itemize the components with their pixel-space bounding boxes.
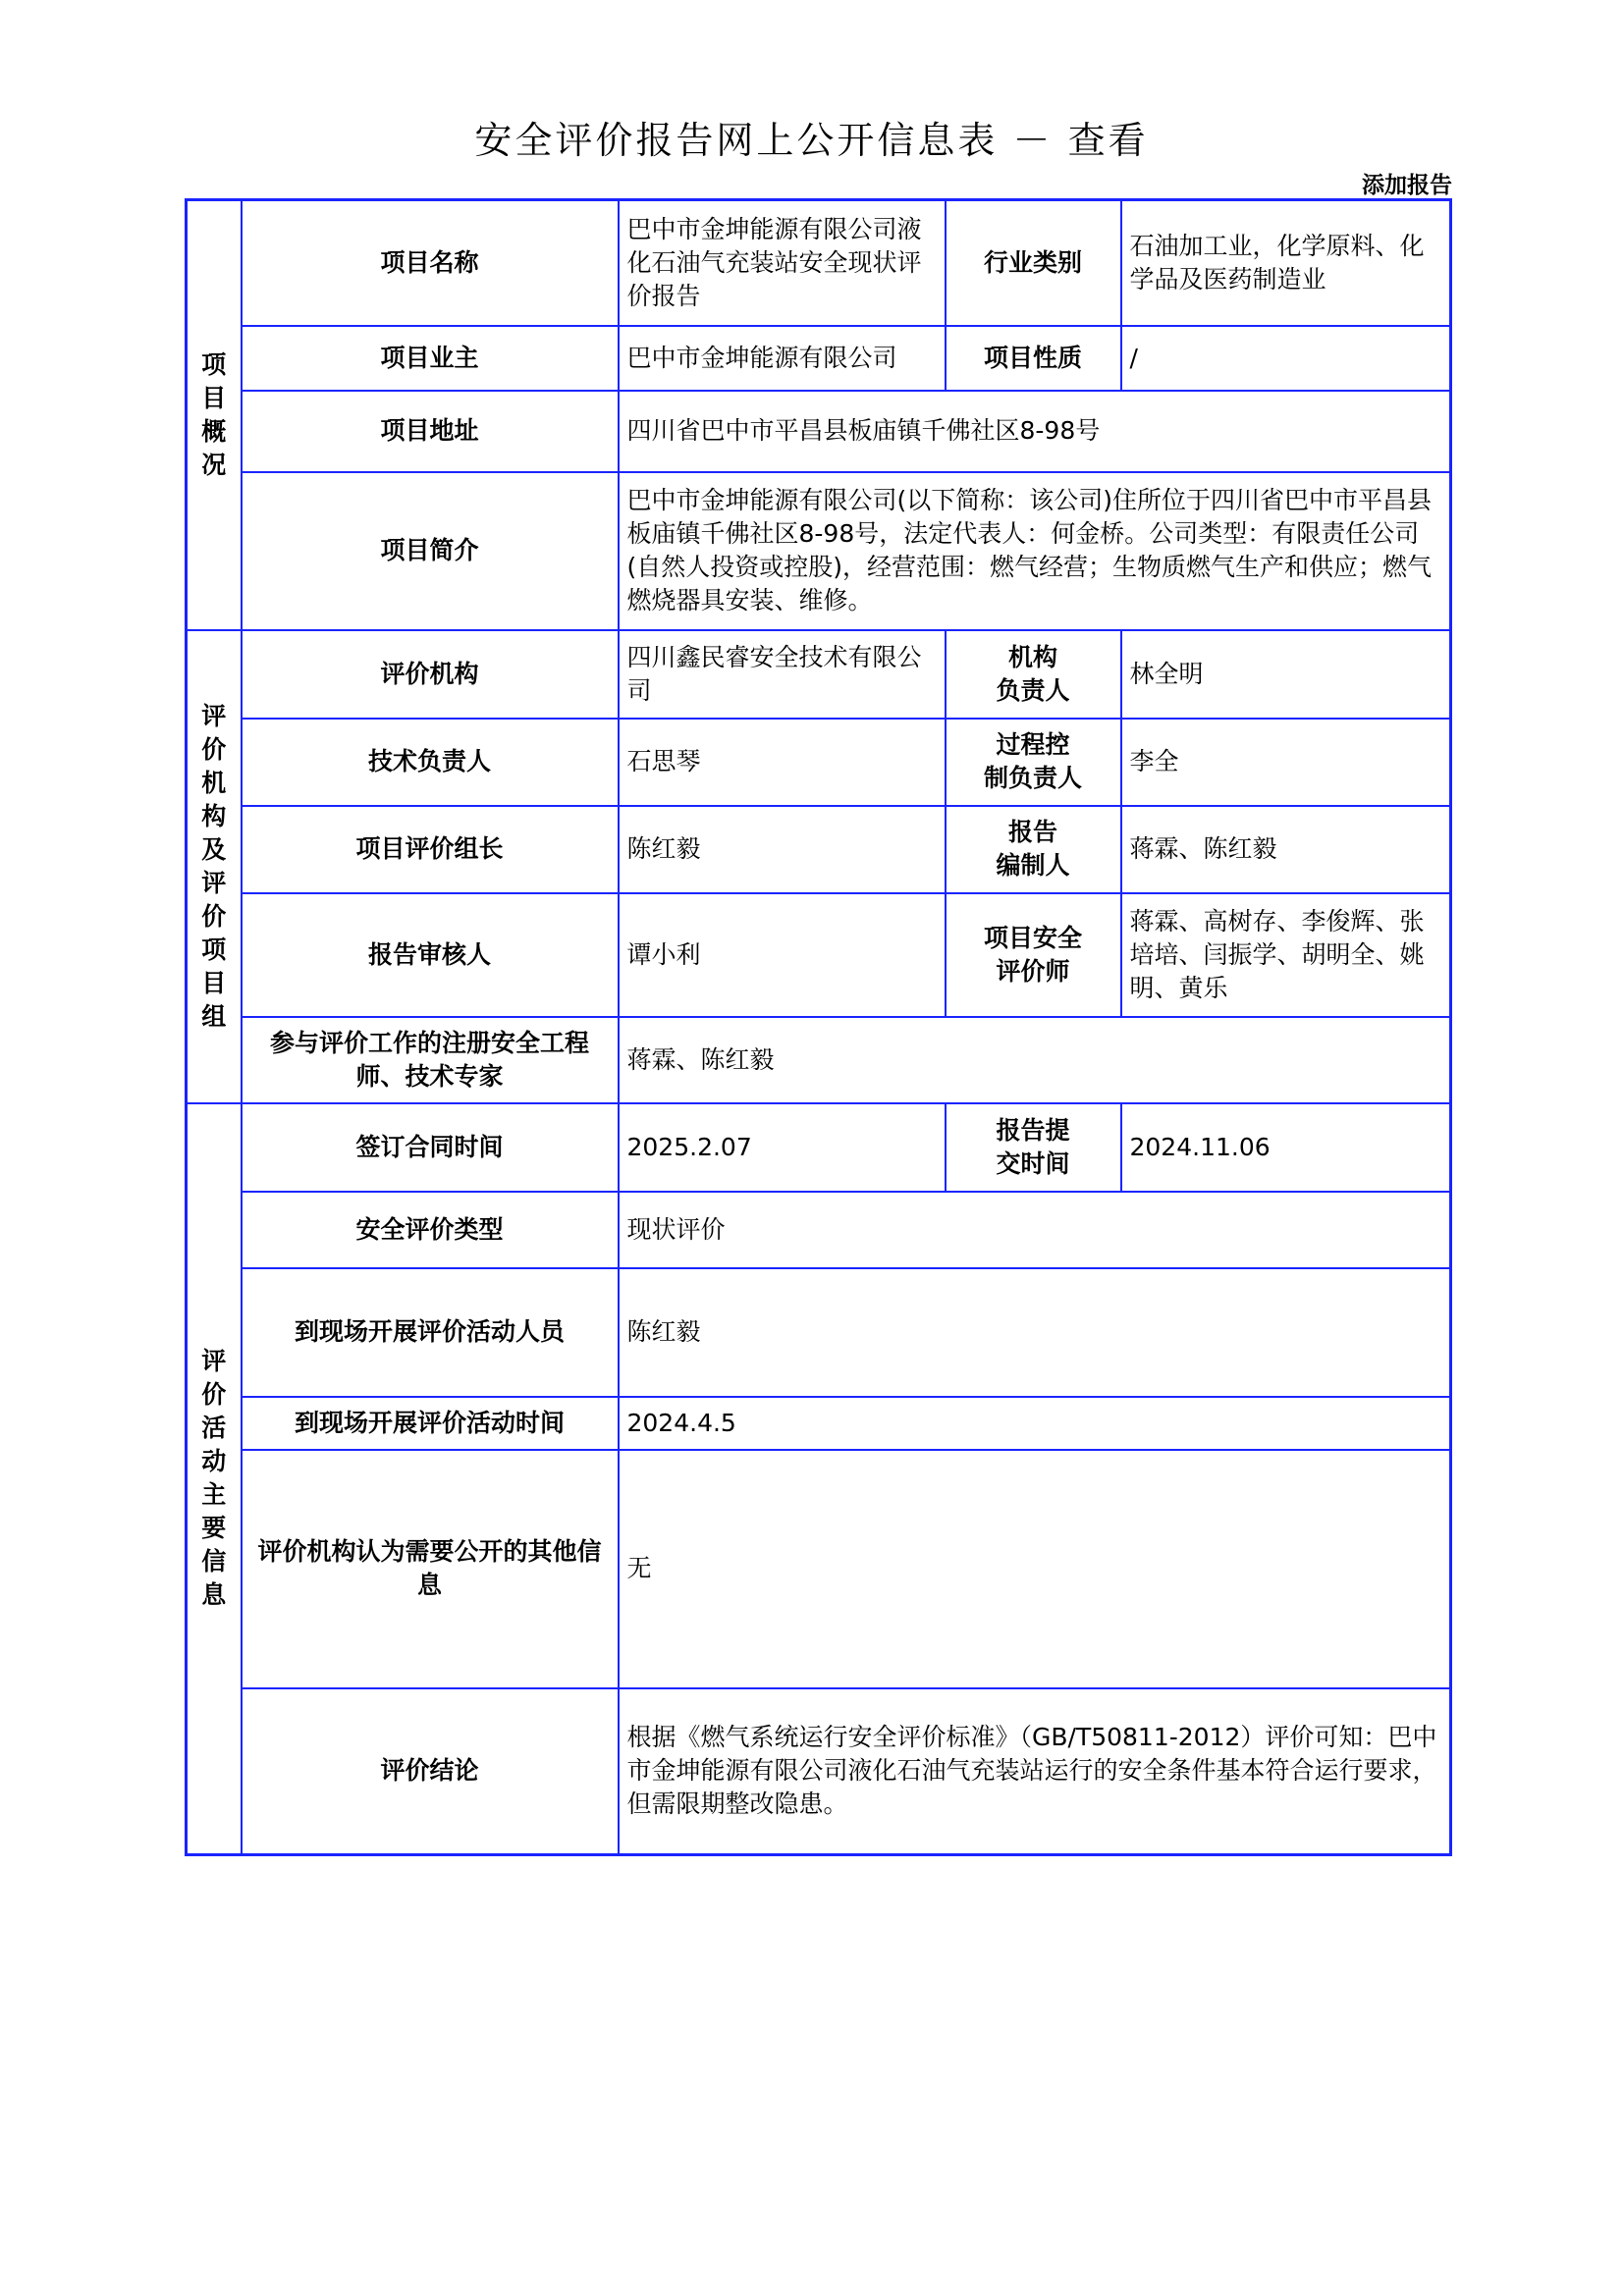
engineers-value: 蒋霖、陈红毅	[619, 1017, 1451, 1103]
other-info-label: 评价机构认为需要公开的其他信息	[242, 1450, 619, 1688]
tech-head-value: 石思琴	[619, 719, 946, 806]
conclusion-value: 根据《燃气系统运行安全评价标准》（GB/T50811-2012）评价可知：巴中市金坤能源有限公司液化石油气充装站运行的安全条件基本符合运行要求，但需限期整改隐患。	[619, 1688, 1451, 1855]
project-name-label: 项目名称	[242, 200, 619, 326]
engineers-label: 参与评价工作的注册安全工程师、技术专家	[242, 1017, 619, 1103]
address-value: 四川省巴中市平昌县板庙镇千佛社区8-98号	[619, 391, 1451, 472]
agency-head-value: 林全明	[1121, 630, 1451, 719]
agency-head-label: 机构 负责人	[946, 630, 1121, 719]
eval-type-value: 现状评价	[619, 1192, 1451, 1268]
team-leader-value: 陈红毅	[619, 806, 946, 893]
section-overview-label: 项 目 概 况	[187, 200, 242, 630]
industry-label: 行业类别	[946, 200, 1121, 326]
process-head-value: 李全	[1121, 719, 1451, 806]
project-name-value: 巴中市金坤能源有限公司液化石油气充装站安全现状评价报告	[619, 200, 946, 326]
team-leader-label: 项目评价组长	[242, 806, 619, 893]
reviewer-value: 谭小利	[619, 893, 946, 1017]
agency-value: 四川鑫民睿安全技术有限公司	[619, 630, 946, 719]
assessors-label: 项目安全 评价师	[946, 893, 1121, 1017]
site-staff-label: 到现场开展评价活动人员	[242, 1268, 619, 1397]
conclusion-label: 评价结论	[242, 1688, 619, 1855]
process-head-label: 过程控 制负责人	[946, 719, 1121, 806]
intro-value: 巴中市金坤能源有限公司(以下简称：该公司)住所位于四川省巴中市平昌县板庙镇千佛社区8-98号，法定代表人：何金桥。公司类型：有限责任公司(自然人投资或控股)，经营范围：燃气经营；生物质燃气生产和供应；燃气燃烧器具安装、维修。	[619, 472, 1451, 630]
contract-label: 签订合同时间	[242, 1103, 619, 1192]
page-title: 安全评价报告网上公开信息表 － 查看	[474, 119, 1149, 162]
address-label: 项目地址	[242, 391, 619, 472]
site-time-value: 2024.4.5	[619, 1397, 1451, 1450]
submit-label: 报告提 交时间	[946, 1103, 1121, 1192]
nature-value: /	[1121, 326, 1451, 391]
compiler-label: 报告 编制人	[946, 806, 1121, 893]
assessors-value: 蒋霖、高树存、李俊辉、张培培、闫振学、胡明全、姚明、黄乐	[1121, 893, 1451, 1017]
reviewer-label: 报告审核人	[242, 893, 619, 1017]
section-activity-label: 评 价 活 动 主 要 信 息	[187, 1103, 242, 1855]
nature-label: 项目性质	[946, 326, 1121, 391]
intro-label: 项目简介	[242, 472, 619, 630]
eval-type-label: 安全评价类型	[242, 1192, 619, 1268]
site-staff-value: 陈红毅	[619, 1268, 1451, 1397]
agency-label: 评价机构	[242, 630, 619, 719]
site-time-label: 到现场开展评价活动时间	[242, 1397, 619, 1450]
add-report-link[interactable]: 添加报告	[1362, 173, 1452, 198]
other-info-value: 无	[619, 1450, 1451, 1688]
compiler-value: 蒋霖、陈红毅	[1121, 806, 1451, 893]
owner-value: 巴中市金坤能源有限公司	[619, 326, 946, 391]
contract-value: 2025.2.07	[619, 1103, 946, 1192]
owner-label: 项目业主	[242, 326, 619, 391]
industry-value: 石油加工业，化学原料、化学品及医药制造业	[1121, 200, 1451, 326]
info-table	[185, 198, 1452, 1856]
submit-value: 2024.11.06	[1121, 1103, 1451, 1192]
section-org-label: 评 价 机 构 及 评 价 项 目 组	[187, 630, 242, 1103]
tech-head-label: 技术负责人	[242, 719, 619, 806]
